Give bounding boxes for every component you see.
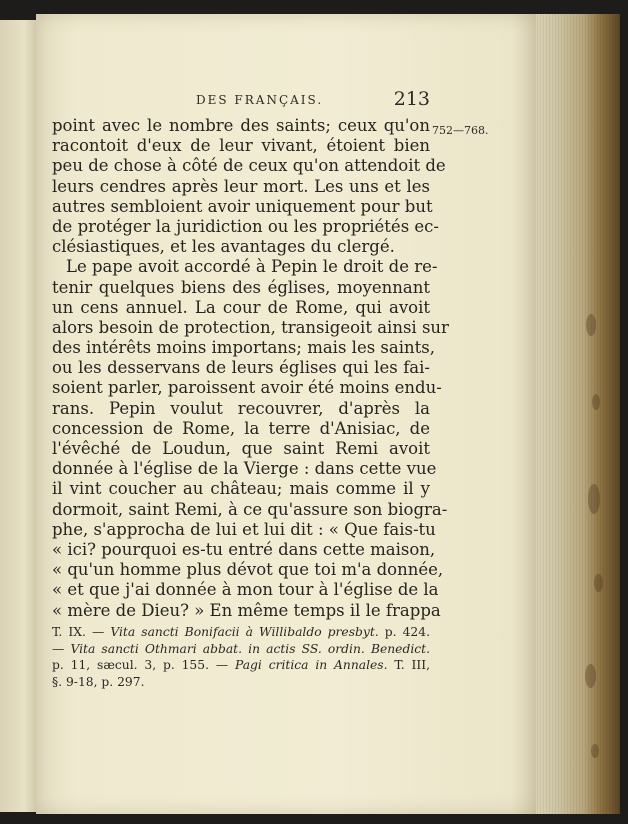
body-line: donnée à l'église de la Vierge : dans cette vue bbox=[52, 459, 437, 479]
footnote-citation: Pagi critica in Annales. bbox=[234, 658, 388, 672]
body-line: dormoit, saint Remi, à ce qu'assure son biogra- bbox=[52, 499, 448, 519]
body-line: clésiastiques, et les avantages du clergé. bbox=[52, 237, 395, 257]
footnote-line bbox=[52, 674, 430, 691]
body-line: autres sembloient avoir uniquement pour but bbox=[52, 196, 433, 216]
body-line: soient parler, paroissent avoir été moins endu- bbox=[52, 378, 442, 398]
body-line: phe, s'approcha de lui et lui dit : « Que fais-tu bbox=[52, 519, 436, 539]
footnote-ref: — bbox=[52, 641, 71, 656]
footnotes bbox=[52, 624, 430, 690]
footnote-line bbox=[52, 657, 430, 674]
footnote-ref: T. IX. — bbox=[52, 625, 111, 639]
body-line: peu de chose à côté de ceux qu'on attendoit de bbox=[52, 156, 446, 176]
body-line: des intérêts moins importans; mais les saints, bbox=[52, 338, 435, 358]
body-line: leurs cendres après leur mort. Les uns et les bbox=[52, 176, 430, 196]
body-line: point avec le nombre des saints; ceux qu'on bbox=[52, 116, 430, 135]
footnote-citation: Vita sancti Bonifacii à Willibaldo presbyt. bbox=[110, 625, 379, 639]
footnote-ref: p. 424. bbox=[378, 625, 430, 639]
body-line: « ici? pourquoi es-tu entré dans cette maison, bbox=[52, 539, 436, 559]
body-line: un cens annuel. La cour de Rome, qui avoit bbox=[52, 297, 430, 317]
left-page-edge bbox=[0, 20, 41, 812]
footnote-line bbox=[52, 624, 430, 641]
running-title: DES FRANÇAIS. bbox=[196, 93, 324, 107]
footnote-ref: T. III, bbox=[387, 658, 430, 672]
footnote-ref: p. 11, sæcul. 3, p. 155. — bbox=[52, 658, 235, 672]
margin-date-note: 752—768. bbox=[432, 124, 489, 137]
body-line: « qu'un homme plus dévot que toi m'a donnée, bbox=[52, 560, 444, 580]
body-line: alors besoin de protection, transigeoit ainsi sur bbox=[52, 317, 449, 337]
page-number: 213 bbox=[393, 88, 430, 110]
body-line: de protéger la juridiction ou les propriétés ec- bbox=[52, 216, 439, 236]
body-line: Le pape avoit accordé à Pepin le droit de re- bbox=[66, 257, 438, 277]
body-line: racontoit d'eux de leur vivant, étoient bien bbox=[52, 136, 430, 156]
page-edges bbox=[528, 14, 620, 814]
page-header bbox=[52, 88, 430, 112]
body-line: « mère de Dieu? » En même temps il le frappa bbox=[52, 600, 441, 620]
footnote-ref: §. 9-18, p. 297. bbox=[52, 674, 145, 689]
body-line: il vint coucher au château; mais comme il y bbox=[52, 479, 430, 499]
body-text bbox=[52, 116, 449, 621]
body-line: tenir quelques biens des églises, moyennant bbox=[52, 277, 430, 297]
body-line: concession de Rome, la terre d'Anisiac, de bbox=[52, 418, 430, 438]
body-line: l'évêché de Loudun, que saint Remi avoit bbox=[52, 439, 430, 458]
footnote-citation: Vita sancti Othmari abbat. in actis SS. ordin. Benedict. bbox=[70, 641, 430, 656]
body-line: rans. Pepin voulut recouvrer, d'après la bbox=[52, 398, 430, 418]
body-line: « et que j'ai donnée à mon tour à l'église de la bbox=[52, 580, 439, 600]
body-line: ou les desservans de leurs églises qui les fai- bbox=[52, 358, 430, 378]
footnote-line bbox=[52, 641, 430, 658]
